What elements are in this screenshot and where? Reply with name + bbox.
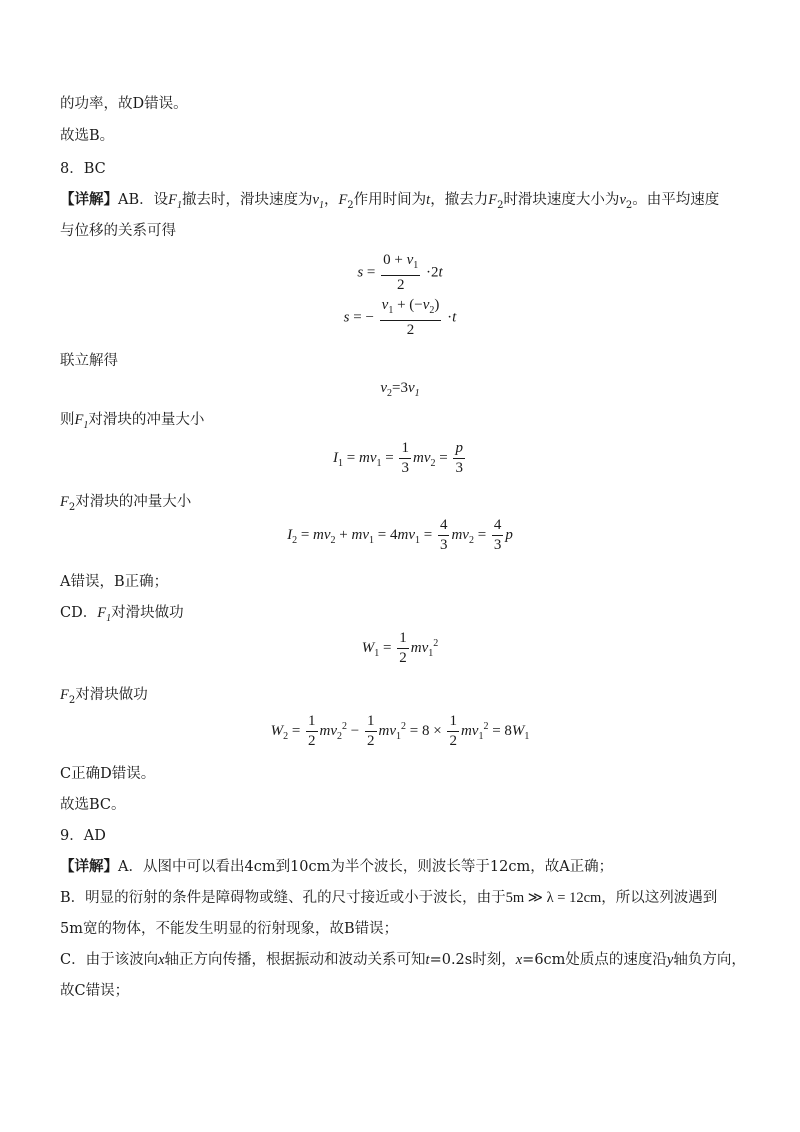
equation: s = $\frac{0 + v_1}{2}$ ·2t	[357, 252, 443, 293]
subscript: 1	[83, 419, 89, 431]
subscript: 2	[497, 199, 504, 211]
text: 对滑块做功	[75, 687, 148, 703]
symbol: t	[426, 192, 431, 208]
detail-label: 【详解】	[60, 858, 118, 875]
equation: s = − $\frac{v_1 + (-v_2)}{2}$ ·t	[343, 297, 457, 338]
text: 故C错误；	[60, 983, 130, 999]
symbol: F	[168, 192, 177, 208]
text-line	[60, 888, 740, 908]
subscript: 2	[347, 199, 354, 211]
text: 。由平均速度	[632, 192, 720, 208]
subscript: 1	[106, 612, 112, 624]
text: 轴负方向，	[673, 952, 746, 968]
equation: $I_1 = mv_1$ = $\frac{1}{3}$ $mv_2$ = $\frac{p}{3}$	[333, 440, 463, 476]
text: 8．BC	[60, 161, 106, 177]
symbol: F	[338, 192, 348, 208]
text: C．由于该波向	[60, 952, 159, 968]
text-line	[60, 351, 740, 371]
text: =6cm处质点的速度沿	[522, 952, 667, 968]
text: 9．AD	[60, 828, 106, 844]
text: =0.2s时刻，	[429, 952, 516, 968]
equation: $W_1$ = $\frac{1}{2}$ $mv_1^2$	[361, 630, 439, 666]
text: 撤去时，滑块速度为	[182, 192, 313, 208]
symbol: v	[619, 192, 626, 208]
text: B．明显的衍射的条件是障碍物或缝、孔的尺寸接近或小于波长，由于	[60, 890, 506, 906]
text-line	[60, 603, 740, 629]
detail-label: 【详解】	[60, 191, 118, 208]
text-line	[60, 410, 740, 436]
text: 联立解得	[60, 353, 118, 369]
symbol: v	[312, 192, 319, 208]
text-line	[60, 94, 740, 114]
text: ，所以这列波遇到	[601, 890, 718, 906]
text: CD．	[60, 605, 98, 621]
text-line	[60, 950, 746, 970]
subscript: 2	[68, 694, 76, 706]
symbol: F	[60, 494, 69, 510]
text-line	[60, 857, 740, 877]
subscript: 1	[318, 199, 324, 211]
equation: $W_2$ = $\frac{1}{2}$ $mv_2^2$ − $\frac{1}{2}$ $mv_1^2 = 8$ × $\frac{1}{2}$ $mv_1^2 = 8W_1$	[270, 713, 530, 749]
text: AB．设	[118, 192, 169, 208]
symbol: t	[425, 952, 430, 968]
text: 时滑块速度大小为	[503, 192, 620, 208]
text-line	[60, 764, 740, 784]
text: 作用时间为	[353, 192, 427, 208]
symbol: F	[488, 192, 498, 208]
text: 故选BC。	[60, 797, 126, 813]
text-line	[60, 190, 740, 216]
text: 对滑块的冲量大小	[75, 494, 192, 510]
text-line	[60, 685, 740, 711]
answer-heading	[60, 159, 740, 179]
subscript: 2	[625, 199, 633, 211]
text-line	[60, 572, 740, 592]
text-line	[60, 126, 740, 146]
inline-math: 5m ≫ λ = 12cm	[505, 890, 602, 906]
text: A．从图中可以看出4cm到10cm为半个波长，则波长等于12cm，故A正确；	[118, 859, 614, 875]
text: ，撤去力	[430, 192, 489, 208]
text: 轴正方向传播，根据振动和波动关系可知	[164, 952, 426, 968]
text: 对滑块的冲量大小	[88, 412, 205, 428]
equation: $v_2=3v_1$	[380, 380, 420, 399]
subscript: 2	[68, 501, 76, 513]
text: A错误，B正确；	[60, 574, 169, 590]
text: 的功率，故D错误。	[60, 96, 188, 112]
text: 与位移的关系可得	[60, 223, 176, 239]
text: 对滑块做功	[111, 605, 184, 621]
symbol: x	[158, 952, 165, 968]
answer-heading	[60, 826, 740, 846]
symbol: y	[666, 952, 674, 968]
subscript: 1	[177, 199, 182, 211]
text: C正确D错误。	[60, 766, 156, 782]
text: 则	[60, 412, 75, 428]
symbol: F	[97, 605, 107, 621]
symbol: F	[60, 687, 69, 703]
text-line	[60, 919, 740, 939]
symbol: x	[515, 952, 523, 968]
text-line	[60, 981, 740, 1001]
symbol: F	[74, 412, 84, 428]
text: ，	[323, 192, 339, 208]
equation: $I_2 = mv_2 + mv_1 = 4mv_1$ = $\frac{4}{3}$ $mv_2$ = $\frac{4}{3}$ p	[287, 517, 513, 553]
text: 故选B。	[60, 128, 115, 144]
text-line	[60, 795, 740, 815]
text: 5m宽的物体，不能发生明显的衍射现象，故B错误；	[60, 921, 399, 937]
text-line	[60, 221, 740, 241]
text-line	[60, 492, 740, 518]
